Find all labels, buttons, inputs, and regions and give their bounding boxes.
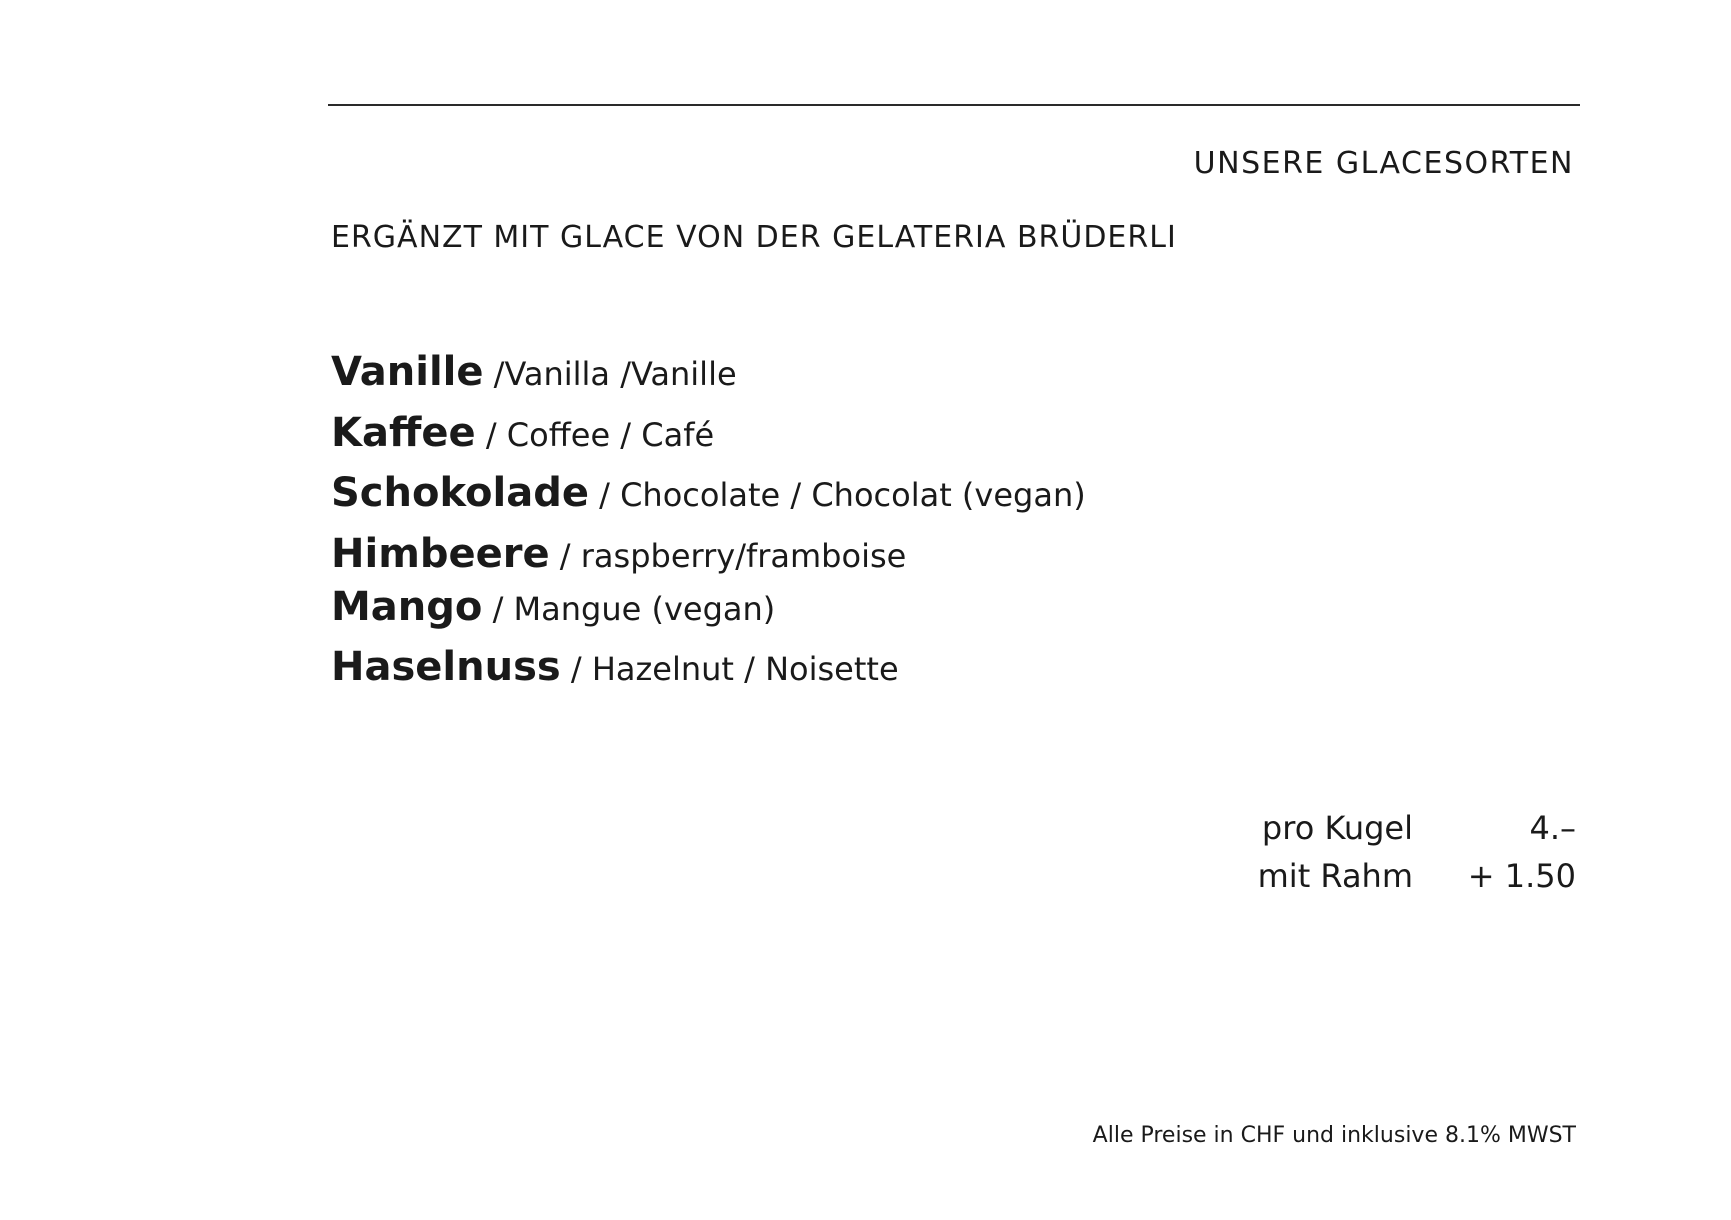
- supplier-subtitle: ERGÄNZT MIT GLACE VON DER GELATERIA BRÜDERLI: [331, 220, 1177, 255]
- flavor-translation: /Vanilla /Vanille: [483, 355, 737, 393]
- price-row: [1233, 852, 1576, 900]
- flavor-item: [331, 531, 1086, 587]
- flavor-item: [331, 410, 1086, 473]
- flavor-item: [331, 470, 1086, 534]
- flavor-translation: / Coffee / Café: [475, 416, 715, 454]
- top-divider: [328, 104, 1580, 106]
- flavor-translation: / Hazelnut / Noisette: [560, 650, 899, 688]
- flavor-name: Kaffee: [331, 410, 476, 456]
- price-label: mit Rahm: [1257, 857, 1413, 895]
- flavor-item: [331, 349, 1086, 413]
- flavor-name: Haselnuss: [331, 644, 561, 690]
- price-footnote: Alle Preise in CHF und inklusive 8.1% MWST: [1092, 1123, 1576, 1148]
- flavor-name: Himbeere: [331, 531, 550, 577]
- price-label: pro Kugel: [1261, 809, 1413, 847]
- flavor-item: [331, 644, 1086, 697]
- flavor-translation: / raspberry/framboise: [549, 537, 907, 575]
- flavor-name: Vanille: [331, 349, 484, 395]
- section-title: UNSERE GLACESORTEN: [1193, 146, 1574, 182]
- flavor-name: Mango: [331, 584, 483, 630]
- price-value: 4.–: [1529, 809, 1576, 847]
- price-value: + 1.50: [1467, 857, 1576, 895]
- flavor-translation: / Chocolate / Chocolat (vegan): [588, 476, 1086, 514]
- flavor-list: [331, 349, 1086, 697]
- flavor-name: Schokolade: [331, 470, 589, 516]
- price-table: [1233, 804, 1576, 900]
- price-row: [1233, 804, 1576, 852]
- flavor-item: [331, 584, 1086, 647]
- flavor-translation: / Mangue (vegan): [482, 590, 776, 628]
